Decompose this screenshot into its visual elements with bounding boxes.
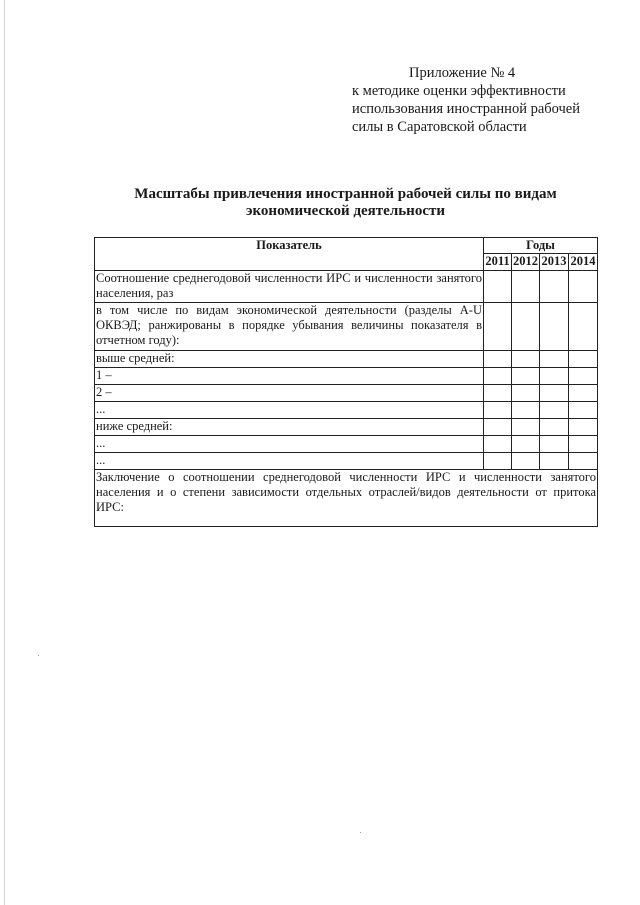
value-cell[interactable] [569,402,598,419]
value-cell[interactable] [540,271,569,303]
indicator-text: 2 – [96,385,112,399]
indicator-text: ... [96,436,106,450]
table-row [95,303,598,351]
indicator-text: ... [96,453,106,467]
conclusion-row [95,470,598,527]
indicator-text: ниже средней: [96,419,173,433]
indicator-text: ... [96,402,106,416]
appendix-line: к методике оценки эффективности [352,83,566,99]
value-cell[interactable] [540,402,569,419]
value-cell[interactable] [484,303,512,351]
value-cell[interactable] [569,368,598,385]
value-cell[interactable] [512,419,540,436]
indicator-cell [95,402,484,419]
table-row [95,351,598,368]
table-row [95,453,598,470]
year-header: 2014 [569,254,598,271]
value-cell[interactable] [484,385,512,402]
value-cell[interactable] [512,436,540,453]
appendix-line: использования иностранной рабочей [352,101,581,117]
table-row [95,385,598,402]
value-cell[interactable] [484,453,512,470]
table-row [95,419,598,436]
value-cell[interactable] [540,436,569,453]
indicator-cell [95,419,484,436]
value-cell[interactable] [569,419,598,436]
value-cell[interactable] [569,303,598,351]
indicator-text: выше средней: [96,351,175,365]
value-cell[interactable] [569,385,598,402]
title-line: Масштабы привлечения иностранной рабочей силы по видам [134,186,557,202]
indicator-text: Соотношение среднегодовой численности ИРС и численности занятого населения, раз [96,271,482,300]
table-row [95,402,598,419]
table-row [95,436,598,453]
year-header: 2011 [484,254,512,271]
appendix-line: Приложение № 4 [409,65,516,81]
value-cell[interactable] [512,303,540,351]
indicator-text: в том числе по видам экономической деятельности (разделы A-U ОКВЭД; ранжированы в порядке убывания величины показателя в отчетном году): [96,303,482,347]
year-header: 2012 [512,254,540,271]
indicator-cell [95,368,484,385]
value-cell[interactable] [540,419,569,436]
appendix-line: силы в Саратовской области [352,119,527,135]
indicator-table [94,237,598,527]
table-row [95,271,598,303]
indicator-cell [95,351,484,368]
table-row [95,368,598,385]
appendix-header [352,64,612,136]
document-title [94,186,597,220]
value-cell[interactable] [512,351,540,368]
scan-speck [360,832,361,833]
value-cell[interactable] [512,385,540,402]
value-cell[interactable] [540,385,569,402]
indicator-cell [95,436,484,453]
years-column-header: Годы [484,238,598,254]
value-cell[interactable] [540,453,569,470]
year-header: 2013 [540,254,569,271]
value-cell[interactable] [484,368,512,385]
indicator-cell [95,453,484,470]
value-cell[interactable] [484,271,512,303]
value-cell[interactable] [484,351,512,368]
value-cell[interactable] [484,402,512,419]
value-cell[interactable] [569,453,598,470]
value-cell[interactable] [540,351,569,368]
value-cell[interactable] [569,436,598,453]
title-line: экономической деятельности [246,203,445,219]
value-cell[interactable] [540,303,569,351]
indicator-cell [95,303,484,351]
indicator-cell [95,271,484,303]
value-cell[interactable] [484,436,512,453]
conclusion-cell[interactable] [95,470,598,527]
indicator-cell [95,385,484,402]
value-cell[interactable] [512,453,540,470]
value-cell[interactable] [512,368,540,385]
conclusion-text: Заключение о соотношении среднегодовой численности ИРС и численности занятого населения и о степени зависимости отдельных отраслей/видов деятельности от притока ИРС: [96,470,597,514]
indicator-column-header: Показатель [95,238,484,271]
value-cell[interactable] [512,271,540,303]
page-edge-line [4,0,5,905]
scan-speck [38,655,39,656]
value-cell[interactable] [484,419,512,436]
value-cell[interactable] [512,402,540,419]
indicator-text: 1 – [96,368,112,382]
value-cell[interactable] [569,271,598,303]
value-cell[interactable] [569,351,598,368]
value-cell[interactable] [540,368,569,385]
